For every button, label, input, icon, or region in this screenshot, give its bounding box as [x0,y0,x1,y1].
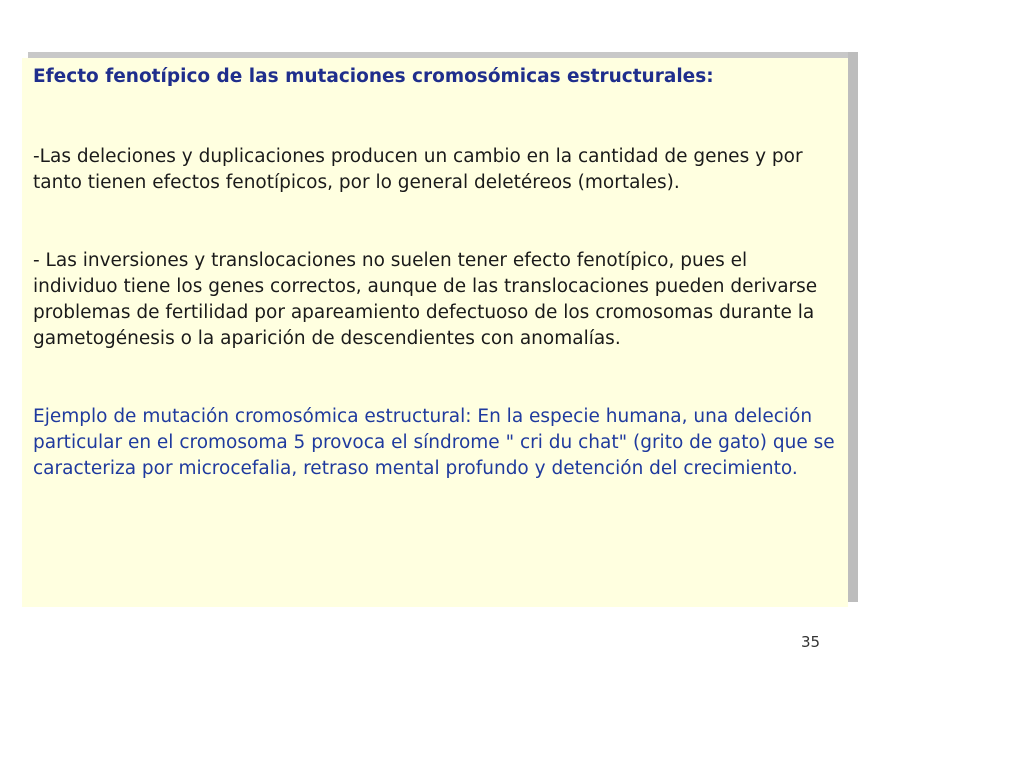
slide-title: Efecto fenotípico de las mutaciones cromosómicas estructurales: [33,66,714,87]
example-paragraph: Ejemplo de mutación cromosómica estructural: En la especie humana, una deleción particular en el cromosoma 5 provoca el síndrome " cri du chat" (grito de gato) que se caracteriza por microcefalia, retraso mental profundo y detención del crecimiento. [33,406,835,479]
paragraph-deletions-duplications: -Las deleciones y duplicaciones producen un cambio en la cantidad de genes y por tanto tienen efectos fenotípicos, por lo general deletéreos (mortales). [33,146,803,193]
slide-content-box [22,58,848,607]
page-number: 35 [801,633,821,651]
paragraph-inversions-translocations: - Las inversiones y translocaciones no suelen tener efecto fenotípico, pues el individuo tiene los genes correctos, aunque de las translocaciones pueden derivarse problemas de fertilidad por apareamiento defectuoso de los cromosomas durante la gametogénesis o la aparición de descendientes con anomalías. [33,250,818,349]
slide-shadow-right [848,52,858,602]
